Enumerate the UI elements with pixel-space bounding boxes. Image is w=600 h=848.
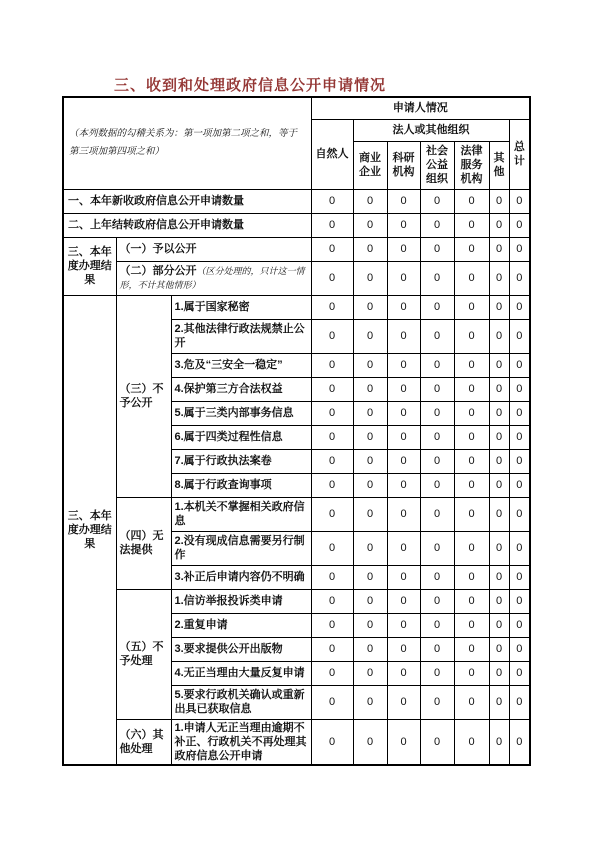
- value-cell: 0: [387, 449, 420, 473]
- value-cell: 0: [489, 565, 509, 589]
- item-label: 3.补正后申请内容仍不明确: [171, 565, 311, 589]
- value-cell: 0: [311, 473, 353, 497]
- header-org-type-commercial: 商业企业: [353, 141, 387, 189]
- row-label-partial-note: （区分处理的，只计这一情形，不计其他情形）: [119, 265, 305, 290]
- value-cell: 0: [420, 685, 454, 719]
- value-cell: 0: [489, 295, 509, 319]
- value-cell: 0: [454, 637, 489, 661]
- value-cell: 0: [454, 189, 489, 213]
- value-cell: 0: [489, 637, 509, 661]
- value-cell: 0: [509, 401, 530, 425]
- value-cell: 0: [489, 685, 509, 719]
- value-cell: 0: [387, 237, 420, 261]
- value-cell: 0: [311, 685, 353, 719]
- value-cell: 0: [509, 685, 530, 719]
- value-cell: 0: [311, 189, 353, 213]
- value-cell: 0: [387, 295, 420, 319]
- value-cell: 0: [454, 425, 489, 449]
- value-cell: 0: [353, 425, 387, 449]
- row-label-new-requests: 一、本年新收政府信息公开申请数量: [63, 189, 311, 213]
- value-cell: 0: [353, 531, 387, 565]
- item-label: 8.属于行政查询事项: [171, 473, 311, 497]
- item-label: 1.信访举报投诉类申请: [171, 589, 311, 613]
- item-label: 5.要求行政机关确认或重新出具已获取信息: [171, 685, 311, 719]
- value-cell: 0: [420, 401, 454, 425]
- value-cell: 0: [353, 295, 387, 319]
- section-title: 三、收到和处理政府信息公开申请情况: [114, 77, 387, 94]
- value-cell: 0: [509, 261, 530, 295]
- value-cell: 0: [454, 613, 489, 637]
- item-label: 7.属于行政执法案卷: [171, 449, 311, 473]
- value-cell: 0: [311, 377, 353, 401]
- item-label: 6.属于四类过程性信息: [171, 425, 311, 449]
- value-cell: 0: [454, 685, 489, 719]
- value-cell: 0: [454, 213, 489, 237]
- value-cell: 0: [509, 613, 530, 637]
- value-cell: 0: [311, 213, 353, 237]
- item-label: 4.无正当理由大量反复申请: [171, 661, 311, 685]
- value-cell: 0: [353, 189, 387, 213]
- value-cell: 0: [509, 449, 530, 473]
- value-cell: 0: [387, 425, 420, 449]
- value-cell: 0: [420, 319, 454, 353]
- value-cell: 0: [420, 295, 454, 319]
- value-cell: 0: [509, 473, 530, 497]
- item-label: 3.危及“三安全一稳定”: [171, 353, 311, 377]
- value-cell: 0: [509, 295, 530, 319]
- value-cell: 0: [353, 213, 387, 237]
- value-cell: 0: [454, 401, 489, 425]
- value-cell: 0: [353, 497, 387, 531]
- value-cell: 0: [489, 661, 509, 685]
- value-cell: 0: [420, 449, 454, 473]
- value-cell: 0: [509, 377, 530, 401]
- value-cell: 0: [311, 497, 353, 531]
- header-applicant-status: 申请人情况: [311, 97, 530, 119]
- value-cell: 0: [489, 449, 509, 473]
- value-cell: 0: [489, 237, 509, 261]
- group-label-other: （六）其他处理: [116, 719, 171, 765]
- section3-label-bottom: 三、本年度办理结果: [63, 295, 116, 765]
- item-label: 5.属于三类内部事务信息: [171, 401, 311, 425]
- item-label: 2.没有现成信息需要另行制作: [171, 531, 311, 565]
- group-label-reject: （五）不予处理: [116, 589, 171, 719]
- value-cell: 0: [387, 213, 420, 237]
- item-label: 4.保护第三方合法权益: [171, 377, 311, 401]
- section3-label-top: 三、本年度办理结果: [63, 237, 116, 295]
- value-cell: 0: [311, 237, 353, 261]
- value-cell: 0: [353, 685, 387, 719]
- value-cell: 0: [387, 189, 420, 213]
- value-cell: 0: [387, 613, 420, 637]
- group-label-unable: （四）无法提供: [116, 497, 171, 589]
- value-cell: 0: [454, 661, 489, 685]
- value-cell: 0: [387, 473, 420, 497]
- value-cell: 0: [420, 189, 454, 213]
- value-cell: 0: [311, 531, 353, 565]
- value-cell: 0: [489, 613, 509, 637]
- value-cell: 0: [489, 719, 509, 765]
- value-cell: 0: [353, 661, 387, 685]
- value-cell: 0: [353, 565, 387, 589]
- value-cell: 0: [420, 353, 454, 377]
- value-cell: 0: [311, 449, 353, 473]
- header-org-type-legal-service: 法律服务机构: [454, 141, 489, 189]
- value-cell: 0: [311, 661, 353, 685]
- value-cell: 0: [420, 661, 454, 685]
- value-cell: 0: [489, 401, 509, 425]
- value-cell: 0: [353, 473, 387, 497]
- value-cell: 0: [387, 319, 420, 353]
- value-cell: 0: [353, 589, 387, 613]
- header-legal-org: 法人或其他组织: [353, 119, 509, 141]
- value-cell: 0: [489, 589, 509, 613]
- value-cell: 0: [387, 531, 420, 565]
- value-cell: 0: [489, 353, 509, 377]
- value-cell: 0: [420, 719, 454, 765]
- value-cell: 0: [454, 719, 489, 765]
- value-cell: 0: [311, 637, 353, 661]
- value-cell: 0: [387, 661, 420, 685]
- value-cell: 0: [311, 425, 353, 449]
- value-cell: 0: [311, 589, 353, 613]
- value-cell: 0: [387, 261, 420, 295]
- value-cell: 0: [420, 497, 454, 531]
- value-cell: 0: [387, 637, 420, 661]
- value-cell: 0: [387, 401, 420, 425]
- value-cell: 0: [454, 565, 489, 589]
- value-cell: 0: [387, 565, 420, 589]
- group-label-refuse: （三）不予公开: [116, 295, 171, 497]
- value-cell: 0: [387, 685, 420, 719]
- value-cell: 0: [353, 613, 387, 637]
- row-label-partial: [116, 261, 311, 295]
- value-cell: 0: [311, 719, 353, 765]
- item-label: 2.重复申请: [171, 613, 311, 637]
- value-cell: 0: [509, 353, 530, 377]
- value-cell: 0: [311, 319, 353, 353]
- value-cell: 0: [509, 565, 530, 589]
- value-cell: 0: [420, 565, 454, 589]
- value-cell: 0: [509, 531, 530, 565]
- value-cell: 0: [509, 589, 530, 613]
- value-cell: 0: [454, 353, 489, 377]
- value-cell: 0: [387, 589, 420, 613]
- value-cell: 0: [420, 261, 454, 295]
- value-cell: 0: [489, 261, 509, 295]
- value-cell: 0: [420, 473, 454, 497]
- value-cell: 0: [509, 497, 530, 531]
- value-cell: 0: [489, 425, 509, 449]
- value-cell: 0: [311, 401, 353, 425]
- value-cell: 0: [454, 261, 489, 295]
- item-label: 1.本机关不掌握相关政府信息: [171, 497, 311, 531]
- value-cell: 0: [454, 449, 489, 473]
- value-cell: 0: [489, 531, 509, 565]
- value-cell: 0: [420, 589, 454, 613]
- info-request-table: [62, 96, 531, 766]
- value-cell: 0: [353, 261, 387, 295]
- value-cell: 0: [420, 213, 454, 237]
- header-org-type-public-welfare: 社会公益组织: [420, 141, 454, 189]
- header-total: 总计: [509, 119, 530, 189]
- value-cell: 0: [454, 589, 489, 613]
- value-cell: 0: [420, 613, 454, 637]
- value-cell: 0: [454, 531, 489, 565]
- value-cell: 0: [387, 377, 420, 401]
- header-natural-person: 自然人: [311, 119, 353, 189]
- value-cell: 0: [387, 719, 420, 765]
- value-cell: 0: [353, 637, 387, 661]
- value-cell: 0: [420, 637, 454, 661]
- value-cell: 0: [489, 189, 509, 213]
- item-label: 1.申请人无正当理由逾期不补正、行政机关不再处理其政府信息公开申请: [171, 719, 311, 765]
- value-cell: 0: [509, 189, 530, 213]
- value-cell: 0: [387, 353, 420, 377]
- value-cell: 0: [353, 719, 387, 765]
- row-label-carried-over: 二、上年结转政府信息公开申请数量: [63, 213, 311, 237]
- value-cell: 0: [387, 497, 420, 531]
- value-cell: 0: [353, 353, 387, 377]
- value-cell: 0: [454, 473, 489, 497]
- value-cell: 0: [489, 319, 509, 353]
- value-cell: 0: [353, 319, 387, 353]
- value-cell: 0: [454, 497, 489, 531]
- value-cell: 0: [420, 531, 454, 565]
- item-label: 1.属于国家秘密: [171, 295, 311, 319]
- row-label-granted: （一）予以公开: [116, 237, 311, 261]
- value-cell: 0: [311, 295, 353, 319]
- value-cell: 0: [509, 237, 530, 261]
- value-cell: 0: [454, 319, 489, 353]
- value-cell: 0: [509, 637, 530, 661]
- value-cell: 0: [420, 237, 454, 261]
- header-org-type-research: 科研机构: [387, 141, 420, 189]
- value-cell: 0: [420, 425, 454, 449]
- header-org-type-other: 其他: [489, 141, 509, 189]
- value-cell: 0: [311, 261, 353, 295]
- value-cell: 0: [489, 497, 509, 531]
- value-cell: 0: [509, 719, 530, 765]
- value-cell: 0: [311, 565, 353, 589]
- value-cell: 0: [454, 237, 489, 261]
- value-cell: 0: [311, 353, 353, 377]
- value-cell: 0: [420, 377, 454, 401]
- value-cell: 0: [353, 449, 387, 473]
- value-cell: 0: [509, 319, 530, 353]
- value-cell: 0: [353, 401, 387, 425]
- value-cell: 0: [509, 425, 530, 449]
- value-cell: 0: [353, 377, 387, 401]
- value-cell: 0: [489, 213, 509, 237]
- reconciliation-note: （本列数据的勾稽关系为：第一项加第二项之和，等于第三项加第四项之和）: [63, 97, 311, 189]
- item-label: 3.要求提供公开出版物: [171, 637, 311, 661]
- value-cell: 0: [489, 377, 509, 401]
- value-cell: 0: [509, 661, 530, 685]
- value-cell: 0: [311, 613, 353, 637]
- value-cell: 0: [454, 295, 489, 319]
- value-cell: 0: [454, 377, 489, 401]
- value-cell: 0: [489, 473, 509, 497]
- value-cell: 0: [353, 237, 387, 261]
- value-cell: 0: [509, 213, 530, 237]
- row-label-partial-text: （二）部分公开: [119, 264, 197, 277]
- item-label: 2.其他法律行政法规禁止公开: [171, 319, 311, 353]
